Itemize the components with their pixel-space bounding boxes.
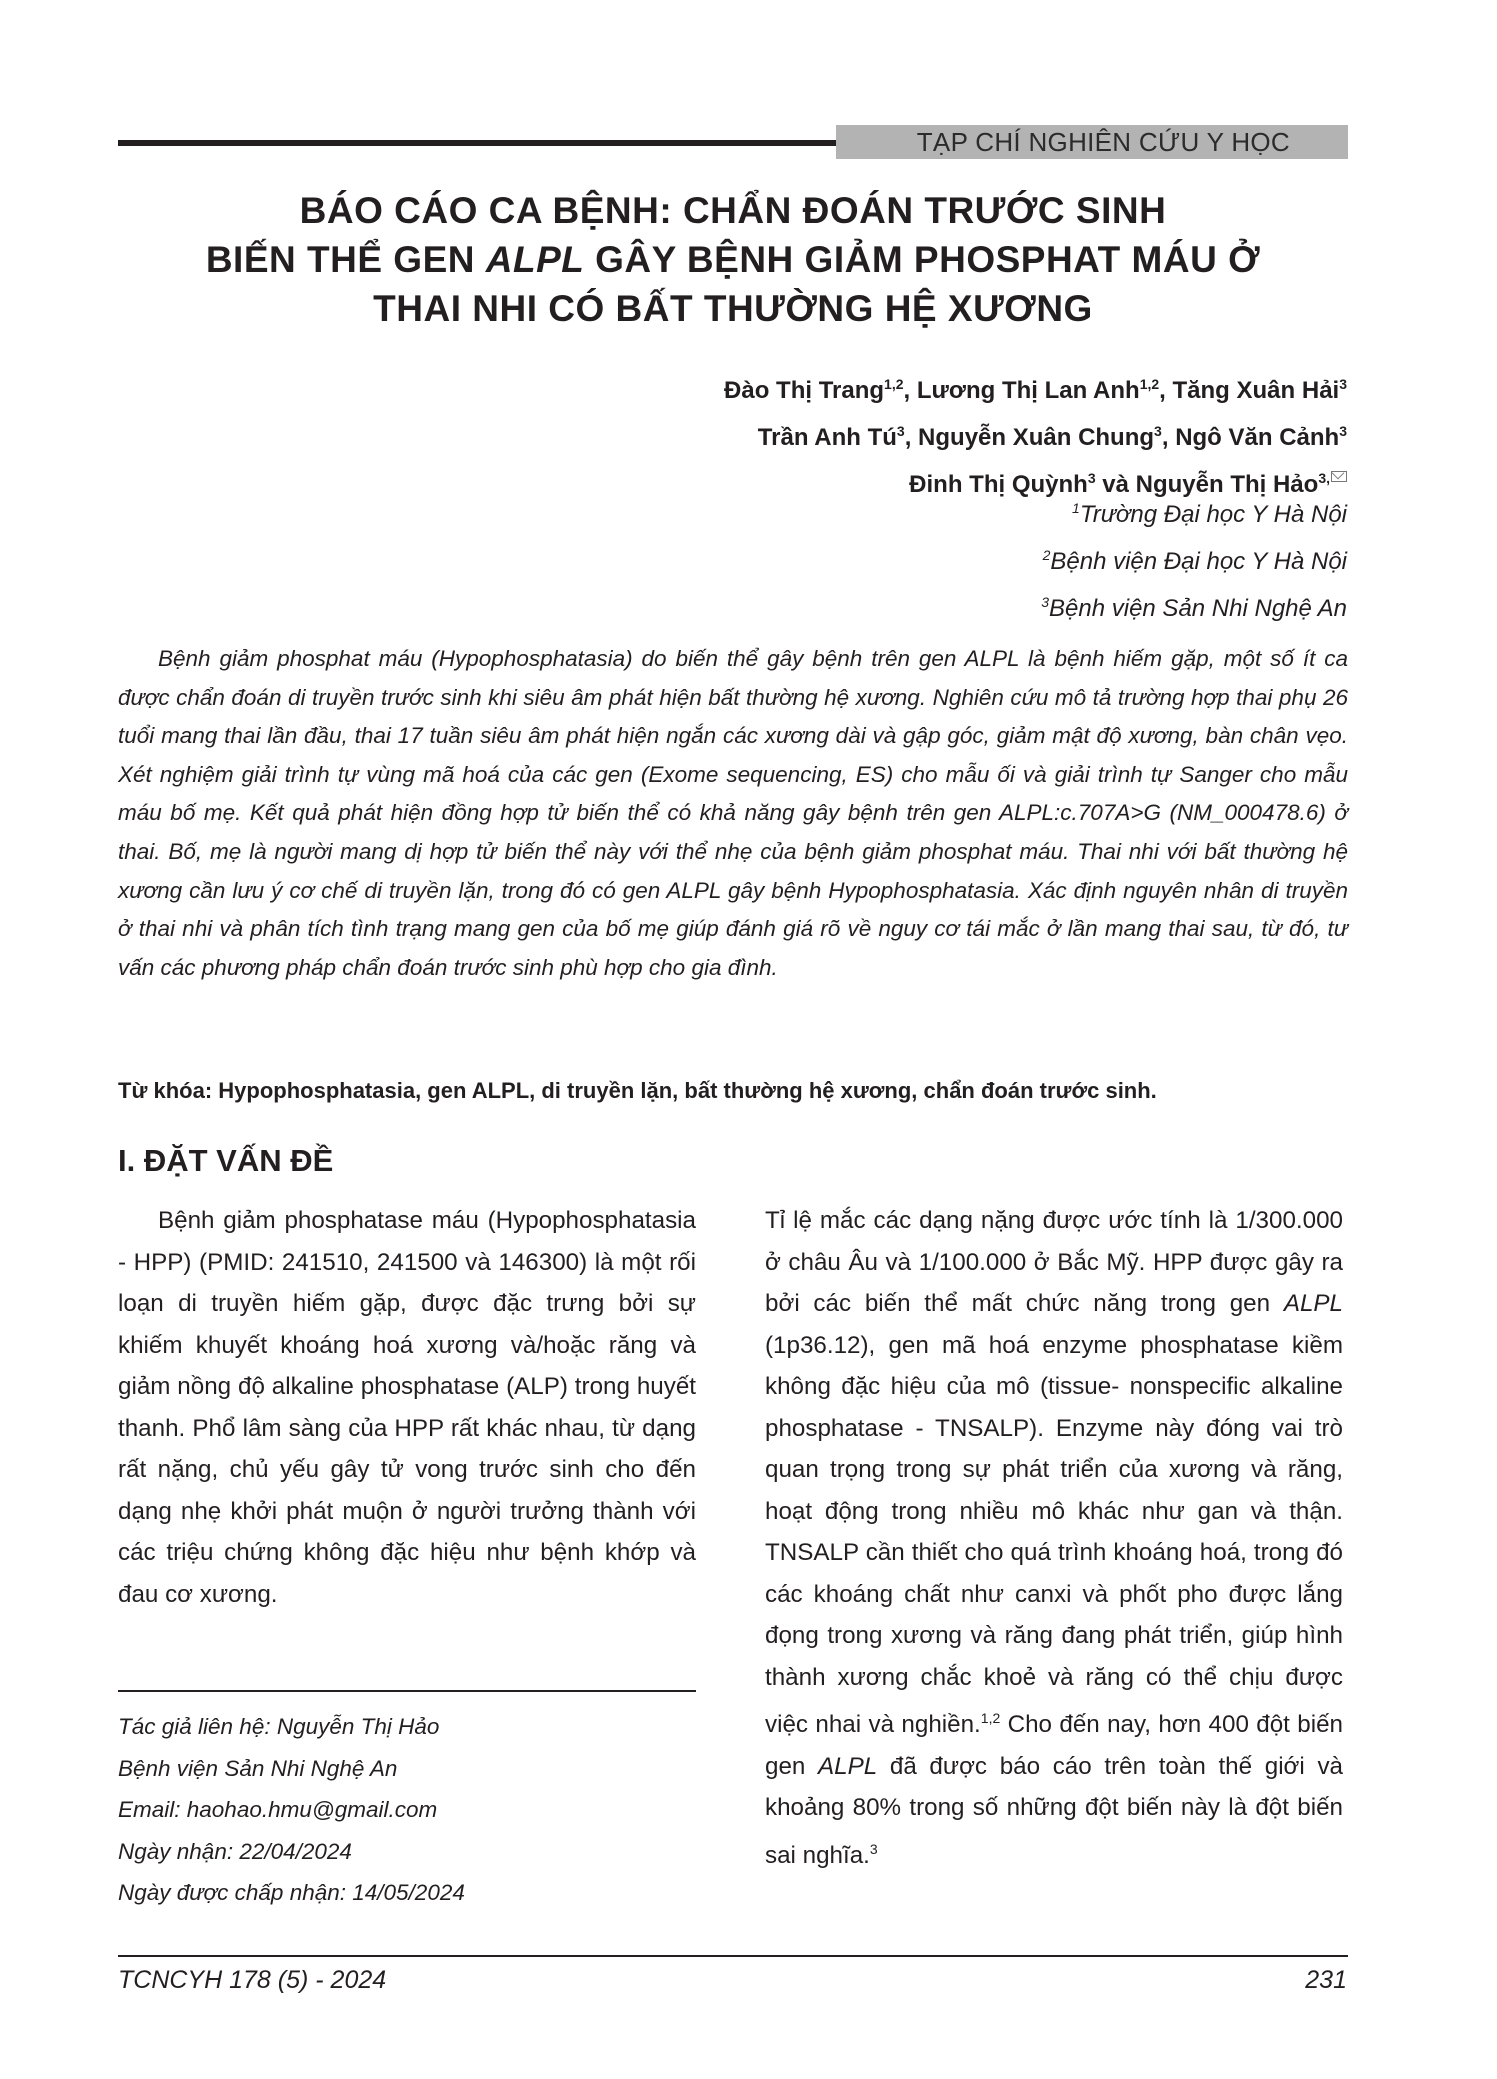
envelope-icon (1331, 471, 1347, 482)
footnote-contact: Tác giả liên hệ: Nguyễn Thị Hảo (118, 1714, 440, 1739)
affiliation-3: $^3$Bệnh viện Sản Nhi Nghệ An (1041, 594, 1347, 622)
section-heading: I. ĐẶT VẤN ĐỀ (118, 1143, 334, 1178)
footnote-received: Ngày nhận: 22/04/2024 (118, 1838, 352, 1864)
footnote-hospital: Bệnh viện Sản Nhi Nghệ An (118, 1755, 398, 1781)
author-list (724, 364, 1347, 505)
title-line-1: BÁO CÁO CA BỆNH: CHẨN ĐOÁN TRƯỚC SINH (299, 190, 1167, 231)
abstract: Bệnh giảm phosphat máu (Hypophosphatasia) do biến thể gây bệnh trên gen ALPL là bệnh hiếm gặp, một số ít ca được chẩn đoán di truyền trước sinh khi siêu âm phát hiện bất thường hệ xương. Nghiên cứu mô tả trường hợp thai phụ 26 tuổi mang thai lần đầu, thai 17 tuần siêu âm phát hiện ngắn các xương dài và gập góc, giảm mật độ xương, bàn chân vẹo. Xét nghiệm giải trình tự vùng mã hoá của các gen (Exome sequencing, ES) cho mẫu ối và giải trình tự Sanger cho mẫu máu bố mẹ. Kết quả phát hiện đồng hợp tử biến thể có khả năng gây bệnh trên gen ALPL:c.707A>G (NM_000478.6) ở thai. Bố, mẹ là người mang dị hợp tử biến thể này với thể nhẹ của bệnh giảm phosphat máu. Thai nhi với bất thường hệ xương cần lưu ý cơ chế di truyền lặn, trong đó có gen ALPL gây bệnh Hypophosphatasia. Xác định nguyên nhân di truyền ở thai nhi và phân tích tình trạng mang gen của bố mẹ giúp đánh giá rõ về nguy cơ tái mắc ở lần mang thai sau, từ đó, tư vấn các phương pháp chẩn đoán trước sinh phù hợp cho gia đình. (118, 646, 1348, 980)
author-line-3: Đinh Thị Quỳnh$^3$ và Nguyễn Thị Hảo$^{3,}$ (724, 458, 1347, 505)
correspondence-footnote (118, 1706, 465, 1914)
header-rule (118, 140, 836, 146)
page-number: 231 (1305, 1966, 1347, 1994)
footnote-accepted: Ngày được chấp nhận: 14/05/2024 (118, 1880, 465, 1905)
title-gene: ALPL (485, 239, 585, 280)
footnote-rule (118, 1690, 696, 1692)
affiliation-list (1041, 488, 1347, 629)
title-line-2: BIẾN THỂ GEN ALPL GÂY BỆNH GIẢM PHOSPHAT MÁU Ở (205, 239, 1261, 280)
author-line-2: Trần Anh $Tú^3$, Nguyễn Xuân Chung$^3$, Ngô Văn Cảnh$^3$ (757, 423, 1347, 451)
article-title (118, 186, 1348, 333)
footer-rule (118, 1955, 1348, 1957)
affiliation-1: $^1$Trường Đại học Y Hà Nội (1072, 500, 1347, 528)
body-column-right: Tỉ lệ mắc các dạng nặng được ước tính là 1/300.000 ở châu Âu và 1/100.000 ở Bắc Mỹ. HPP được gây ra bởi các biến thể mất chức năng trong gen ALPL (1p36.12), gen mã hoá enzyme phosphatase kiềm không đặc hiệu của mô (tissue- nonspecific alkaline phosphatase - TNSALP). Enzyme này đóng vai trò quan trọng trong sự phát triển của xương và răng, hoạt động trong nhiều mô khác như gan và thận. TNSALP cần thiết cho quá trình khoáng hoá, trong đó các khoáng chất như canxi và phốt pho được lắng đọng trong xương và răng đang phát triển, giúp hình thành xương chắc khoẻ và răng có thể chịu được việc nhai và nghiền.$^{1,2}$ Cho đến nay, hơn 400 đột biến gen ALPL đã được báo cáo trên toàn thế giới và khoảng 80% trong số những đột biến này là đột biến sai nghĩa.$^3$ (765, 1207, 1344, 1869)
affiliation-2: $^2$Bệnh viện Đại học Y Hà Nội (1042, 547, 1347, 575)
keywords: Từ khóa: Hypophosphatasia, gen ALPL, di truyền lặn, bất thường hệ xương, chẩn đoán trước sinh. (118, 1078, 1157, 1103)
body-column-left: Bệnh giảm phosphatase máu (Hypophosphatasia - HPP) (PMID: 241510, 241500 và 146300) là một rối loạn di truyền hiếm gặp, được đặc trưng bởi sự khiếm khuyết khoáng hoá xương và/hoặc răng và giảm nồng độ alkaline phosphatase (ALP) trong huyết thanh. Phổ lâm sàng của HPP rất khác nhau, từ dạng rất nặng, chủ yếu gây tử vong trước sinh cho đến dạng nhẹ khởi phát muộn ở người trưởng thành với các triệu chứng không đặc hiệu như bệnh khớp và đau cơ xương. (118, 1207, 696, 1608)
author-line-1: Đào Thị Trang$^{1,2}$, Lương Thị Lan Anh$^{1,2}$, Tăng Xuân Hải$^3$ (724, 376, 1347, 404)
footer-citation: TCNCYH 178 (5) - 2024 (118, 1966, 387, 1994)
footnote-email: Email: haohao.hmu@gmail.com (118, 1797, 438, 1822)
journal-name-band: TẠP CHÍ NGHIÊN CỨU Y HỌC (836, 125, 1348, 159)
title-line-3: THAI NHI CÓ BẤT THƯỜNG HỆ XƯƠNG (373, 288, 1093, 329)
